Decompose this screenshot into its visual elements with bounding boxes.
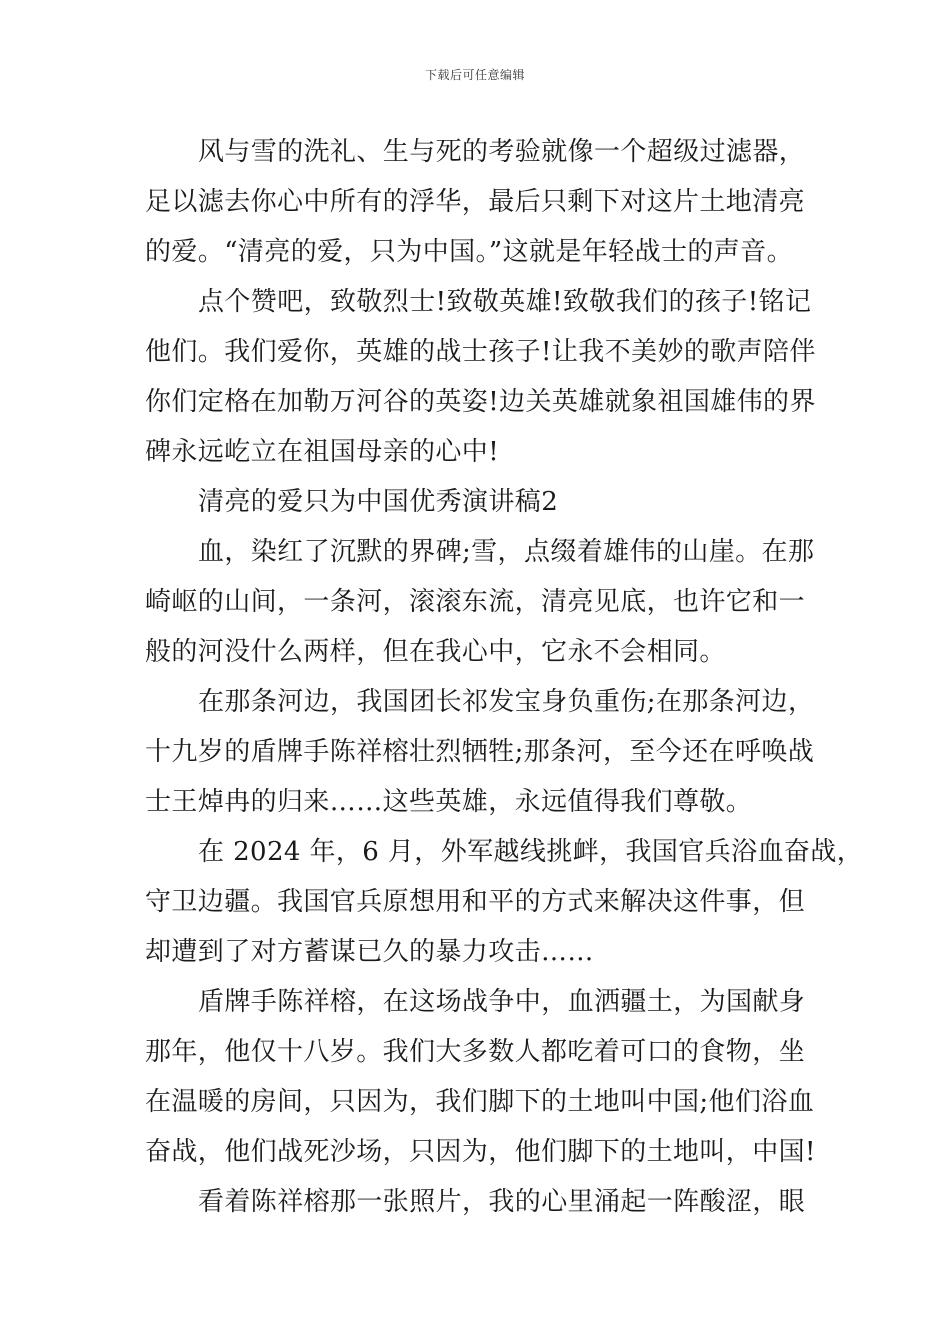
- paragraph: [145, 277, 816, 477]
- text-line: 十九岁的盾牌手陈祥榕壮烈牺牲;那条河，至今还在呼唤战: [145, 737, 815, 767]
- text-line: 盾牌手陈祥榕，在这场战争中，血洒疆土，为国献身: [198, 987, 806, 1017]
- text-line: 风与雪的洗礼、生与死的考验就像一个超级过滤器，: [198, 137, 806, 167]
- text-line: 在 2024 年，6 月，外军越线挑衅，我国官兵浴血奋战，: [198, 837, 864, 867]
- text-line: 足以滤去你心中所有的浮华，最后只剩下对这片土地清亮: [145, 187, 806, 217]
- paragraph: [145, 677, 813, 827]
- paragraph: [145, 827, 864, 977]
- text-line: 你们定格在加勒万河谷的英姿!边关英雄就象祖国雄伟的界: [145, 387, 816, 417]
- paragraph: [145, 977, 816, 1177]
- text-line: 看着陈祥榕那一张照片，我的心里涌起一阵酸涩，眼: [198, 1187, 806, 1217]
- text-line: 在温暖的房间，只因为，我们脚下的土地叫中国;他们浴血: [145, 1087, 815, 1117]
- paragraph: [145, 127, 813, 277]
- paragraph: [145, 1177, 813, 1227]
- text-line: 崎岖的山间，一条河，滚滚东流，清亮见底，也许它和一: [145, 587, 806, 617]
- section-heading: [145, 477, 813, 527]
- text-line: 点个赞吧，致敬烈士!致敬英雄!致敬我们的孩子!铭记: [198, 287, 812, 317]
- text-line: 守卫边疆。我国官兵原想用和平的方式来解决这件事，但: [145, 887, 806, 917]
- document-body: [145, 127, 864, 1227]
- text-line: 那年，他仅十八岁。我们大多数人都吃着可口的食物，坐: [145, 1037, 806, 1067]
- text-line: 般的河没什么两样，但在我心中，它永不会相同。: [145, 637, 726, 667]
- header-note: 下载后可任意编辑: [424, 68, 525, 82]
- text-line: 的爱。“清亮的爱，只为中国。”这就是年轻战士的声音。: [145, 237, 793, 267]
- text-line: 奋战，他们战死沙场，只因为，他们脚下的土地叫，中国!: [145, 1137, 816, 1167]
- text-line: 他们。我们爱你，英雄的战士孩子!让我不美妙的歌声陪伴: [145, 337, 816, 367]
- text-line: 却遭到了对方蓄谋已久的暴力攻击……: [145, 937, 594, 967]
- text-line: 碑永远屹立在祖国母亲的心中!: [145, 437, 500, 467]
- text-line: 士王焯冉的归来……这些英雄，永远值得我们尊敬。: [145, 787, 753, 817]
- heading-text: 清亮的爱只为中国优秀演讲稿2: [198, 487, 559, 517]
- paragraph: [145, 527, 813, 677]
- text-line: 血，染红了沉默的界碑;雪，点缀着雄伟的山崖。在那: [198, 537, 815, 567]
- text-line: 在那条河边，我国团长祁发宝身负重伤;在那条河边，: [198, 687, 815, 717]
